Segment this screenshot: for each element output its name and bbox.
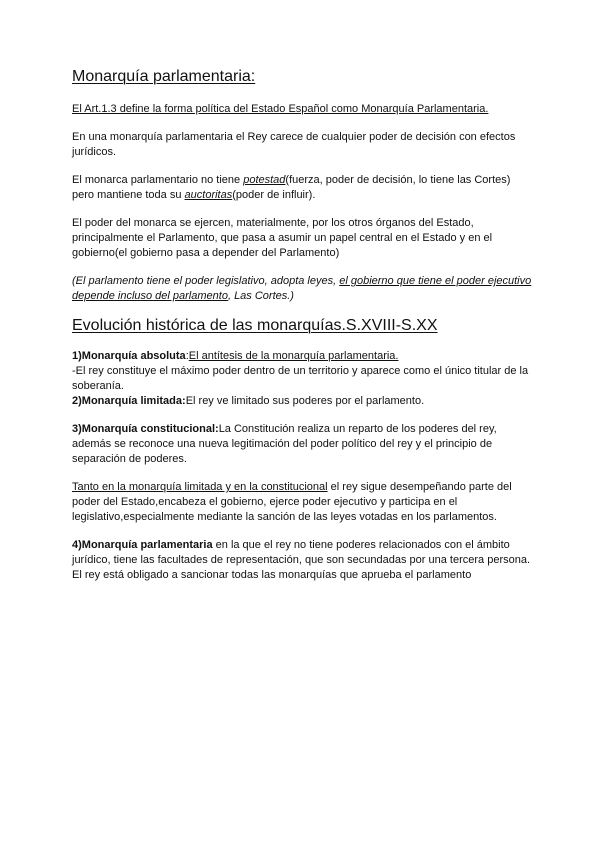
item-monarquia-parlamentaria (72, 538, 532, 583)
tanto-text: el rey sigue desempeñando parte del poder del Estado,encabeza el gobierno, ejerce poder ejecutivo y participa en el legislativo,especialmente mediante la sanción de las leyes votadas en los parlamentos. (72, 481, 512, 523)
document-title: Monarquía parlamentaria: (72, 68, 256, 85)
paragraph-art-1-3 (72, 102, 532, 117)
absoluta-description: -El rey constituye el máximo poder dentro de un territorio y aparece como el único titular de la soberanía. (72, 365, 529, 392)
paragraph-tanto (72, 480, 532, 525)
limitada-description: El rey ve limitado sus poderes por el parlamento. (185, 395, 425, 407)
limitada-label: 2)Monarquía limitada: (72, 395, 186, 407)
constitucional-label: 3)Monarquía constitucional: (72, 423, 219, 435)
note-text-c: , Las Cortes.) (227, 290, 294, 302)
absoluta-label: 1)Monarquía absoluta (72, 350, 186, 362)
auctoritas-term: auctoritas (184, 189, 233, 201)
potestad-text-e: (poder de influir). (232, 189, 316, 201)
potestad-text-a: El monarca parlamentario no tiene (72, 174, 244, 186)
absoluta-sep: : (185, 350, 189, 362)
parlamentaria-label: 4)Monarquía parlamentaria (72, 539, 213, 551)
item-monarquia-absoluta (72, 349, 532, 409)
constitucional-description: La Constitución realiza un reparto de los poderes del rey, además se reconoce una nueva legitimación del poder político del rey y el principio de separación de poderes. (72, 423, 497, 465)
document-page (72, 68, 532, 596)
note-underlined: el gobierno que tiene el poder ejecutivo depende incluso del parlamento (72, 275, 532, 302)
tanto-underlined: Tanto en la monarquía limitada y en la constitucional (72, 481, 328, 493)
paragraph-parlamento-note (72, 274, 532, 304)
paragraph-rey-carece: En una monarquía parlamentaria el Rey carece de cualquier poder de decisión con efectos jurídicos. (72, 131, 516, 158)
potestad-text-c: (fuerza, poder de decisión, lo tiene las Cortes) pero mantiene toda su (72, 174, 511, 201)
absoluta-antitesis: El antítesis de la monarquía parlamentaria. (188, 350, 399, 362)
art-1-3-text: El Art.1.3 define la forma política del Estado Español como Monarquía Parlamentaria. (72, 103, 489, 115)
section-heading-evolucion: Evolución histórica de las monarquías.S.XVIII-S.XX (72, 317, 438, 334)
paragraph-poder-monarca: El poder del monarca se ejercen, materialmente, por los otros órganos del Estado, principalmente el Parlamento, que pasa a asumir un papel central en el Estado y en el gobierno(el gobierno pasa a depender del Parlamento) (72, 217, 493, 259)
item-monarquia-constitucional (72, 422, 532, 467)
paragraph-potestad (72, 173, 532, 203)
parlamentaria-sancionar: El rey está obligado a sancionar todas las monarquías que aprueba el parlamento (72, 569, 472, 581)
note-text-a: (El parlamento tiene el poder legislativo, adopta leyes, (72, 275, 340, 287)
parlamentaria-description: en la que el rey no tiene poderes relacionados con el ámbito jurídico, tiene las facultades de representación, que son secundadas por una tercera persona. (72, 539, 531, 566)
potestad-term: potestad (243, 174, 286, 186)
